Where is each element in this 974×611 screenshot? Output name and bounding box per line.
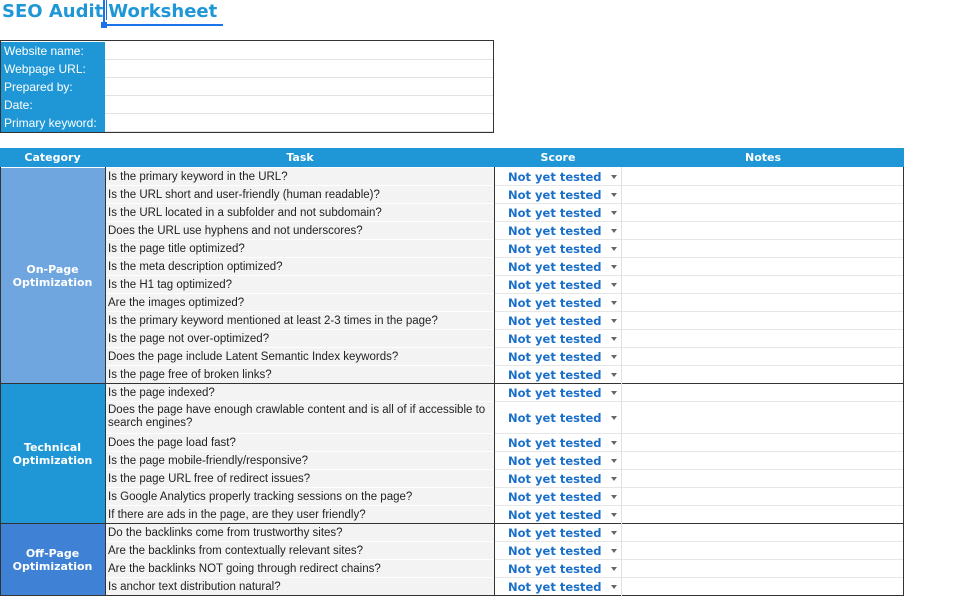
table-row — [106, 452, 904, 470]
info-block — [0, 40, 494, 133]
info-label: Website name: — [1, 42, 105, 60]
category-name-line-1: Technical — [23, 441, 82, 454]
score-dropdown[interactable] — [495, 452, 621, 470]
task-cell[interactable]: Is the page indexed? — [106, 384, 494, 402]
dropdown-arrow-icon[interactable] — [611, 229, 617, 233]
dropdown-arrow-icon[interactable] — [611, 567, 617, 571]
task-cell[interactable]: Is the URL located in a subfolder and not subdomain? — [106, 204, 494, 222]
score-value: Not yet tested — [508, 580, 602, 594]
category-cell[interactable] — [0, 168, 105, 384]
table-row — [106, 524, 904, 542]
category-cell[interactable] — [0, 524, 105, 596]
notes-cell[interactable] — [622, 186, 904, 204]
dropdown-arrow-icon[interactable] — [611, 319, 617, 323]
table-row — [106, 330, 904, 348]
table-row — [106, 560, 904, 578]
notes-cell[interactable] — [622, 240, 904, 258]
score-value: Not yet tested — [508, 296, 602, 310]
title-word-2: Worksheet — [108, 1, 218, 22]
task-cell[interactable]: Does the page have enough crawlable content and is all of if accessible to search engines? — [106, 402, 494, 434]
task-cell[interactable]: Is the page not over-optimized? — [106, 330, 494, 348]
score-dropdown[interactable] — [495, 330, 621, 348]
task-cell[interactable]: Is the URL short and user-friendly (human readable)? — [106, 186, 494, 204]
task-cell[interactable]: Is the page title optimized? — [106, 240, 494, 258]
notes-cell[interactable] — [622, 384, 904, 402]
task-score-divider — [494, 167, 495, 596]
dropdown-arrow-icon[interactable] — [611, 459, 617, 463]
notes-cell[interactable] — [622, 222, 904, 240]
score-notes-divider — [621, 167, 622, 596]
notes-cell[interactable] — [622, 434, 904, 452]
score-value: Not yet tested — [508, 436, 602, 450]
notes-cell[interactable] — [622, 258, 904, 276]
notes-cell[interactable] — [622, 578, 904, 596]
notes-cell[interactable] — [622, 168, 904, 186]
score-value: Not yet tested — [508, 332, 602, 346]
score-dropdown[interactable] — [495, 204, 621, 222]
task-cell[interactable]: Is the meta description optimized? — [106, 258, 494, 276]
table-header — [0, 148, 904, 167]
table-row — [106, 168, 904, 186]
dropdown-arrow-icon[interactable] — [611, 531, 617, 535]
info-label: Prepared by: — [1, 78, 105, 96]
page-title[interactable] — [2, 0, 217, 26]
task-cell[interactable]: If there are ads in the page, are they user friendly? — [106, 506, 494, 524]
score-value: Not yet tested — [508, 314, 602, 328]
section-divider — [0, 595, 904, 596]
score-dropdown[interactable] — [495, 488, 621, 506]
dropdown-arrow-icon[interactable] — [611, 211, 617, 215]
score-value: Not yet tested — [508, 386, 602, 400]
score-dropdown[interactable] — [495, 366, 621, 384]
category-label — [13, 441, 93, 467]
dropdown-arrow-icon[interactable] — [611, 477, 617, 481]
category-name-line-2: Optimization — [12, 454, 93, 467]
score-value: Not yet tested — [508, 411, 602, 425]
primary-keyword-field[interactable] — [105, 114, 493, 132]
score-dropdown[interactable] — [495, 384, 621, 402]
outer-left-border — [0, 167, 1, 596]
table-row — [106, 348, 904, 366]
category-task-divider — [105, 167, 106, 596]
table-row — [106, 204, 904, 222]
category-name-line-2: Optimization — [12, 560, 93, 573]
dropdown-arrow-icon[interactable] — [611, 247, 617, 251]
score-value: Not yet tested — [508, 242, 602, 256]
dropdown-arrow-icon[interactable] — [611, 175, 617, 179]
title-word-1: SEO Audit — [2, 1, 104, 22]
task-cell[interactable]: Does the URL use hyphens and not underscores? — [106, 222, 494, 240]
table-row — [106, 542, 904, 560]
task-cell[interactable]: Are the images optimized? — [106, 294, 494, 312]
score-dropdown[interactable] — [495, 578, 621, 596]
score-dropdown[interactable] — [495, 506, 621, 524]
score-dropdown[interactable] — [495, 258, 621, 276]
task-cell[interactable]: Is Google Analytics properly tracking sessions on the page? — [106, 488, 494, 506]
score-value: Not yet tested — [508, 472, 602, 486]
dropdown-arrow-icon[interactable] — [611, 391, 617, 395]
score-value: Not yet tested — [508, 508, 602, 522]
outer-right-border — [903, 167, 904, 596]
dropdown-arrow-icon[interactable] — [611, 265, 617, 269]
score-dropdown[interactable] — [495, 294, 621, 312]
table-row — [106, 186, 904, 204]
info-row-url — [1, 60, 493, 78]
header-score[interactable]: Score — [540, 151, 576, 164]
dropdown-arrow-icon[interactable] — [611, 441, 617, 445]
info-row-website — [1, 42, 493, 60]
dropdown-arrow-icon[interactable] — [611, 373, 617, 377]
score-dropdown[interactable] — [495, 276, 621, 294]
info-row-prepared — [1, 78, 493, 96]
task-cell[interactable]: Is anchor text distribution natural? — [106, 578, 494, 596]
score-dropdown[interactable] — [495, 312, 621, 330]
table-row — [106, 258, 904, 276]
notes-cell[interactable] — [622, 294, 904, 312]
score-dropdown[interactable] — [495, 168, 621, 186]
webpage-url-field[interactable] — [105, 60, 493, 78]
score-value: Not yet tested — [508, 526, 602, 540]
date-field[interactable] — [105, 96, 493, 114]
score-dropdown[interactable] — [495, 470, 621, 488]
score-value: Not yet tested — [508, 188, 602, 202]
dropdown-arrow-icon[interactable] — [611, 193, 617, 197]
category-name-line-1: Off-Page — [25, 547, 80, 560]
dropdown-arrow-icon[interactable] — [611, 355, 617, 359]
score-value: Not yet tested — [508, 206, 602, 220]
notes-cell[interactable] — [622, 542, 904, 560]
dropdown-arrow-icon[interactable] — [611, 301, 617, 305]
task-cell[interactable]: Does the page load fast? — [106, 434, 494, 452]
table-row — [106, 312, 904, 330]
table-row — [106, 402, 904, 434]
score-value: Not yet tested — [508, 350, 602, 364]
score-value: Not yet tested — [508, 454, 602, 468]
score-value: Not yet tested — [508, 170, 602, 184]
info-label: Date: — [1, 96, 105, 114]
table-row — [106, 470, 904, 488]
table-row — [106, 578, 904, 596]
task-cell[interactable]: Is the page URL free of redirect issues? — [106, 470, 494, 488]
score-dropdown[interactable] — [495, 434, 621, 452]
dropdown-arrow-icon[interactable] — [611, 513, 617, 517]
table-row — [106, 366, 904, 384]
score-dropdown[interactable] — [495, 542, 621, 560]
notes-cell[interactable] — [622, 276, 904, 294]
score-value: Not yet tested — [508, 260, 602, 274]
score-dropdown[interactable] — [495, 348, 621, 366]
category-name-line-2: Optimization — [12, 276, 93, 289]
notes-cell[interactable] — [622, 204, 904, 222]
score-dropdown[interactable] — [495, 240, 621, 258]
table-row — [106, 384, 904, 402]
dropdown-arrow-icon[interactable] — [611, 549, 617, 553]
notes-cell[interactable] — [622, 470, 904, 488]
notes-cell[interactable] — [622, 452, 904, 470]
score-dropdown[interactable] — [495, 222, 621, 240]
header-notes[interactable]: Notes — [744, 151, 782, 164]
notes-cell[interactable] — [622, 560, 904, 578]
prepared-by-field[interactable] — [105, 78, 493, 96]
table-row — [106, 222, 904, 240]
category-label — [13, 263, 93, 289]
score-dropdown[interactable] — [495, 560, 621, 578]
task-cell[interactable]: Is the H1 tag optimized? — [106, 276, 494, 294]
dropdown-arrow-icon[interactable] — [611, 416, 617, 420]
score-dropdown[interactable] — [495, 524, 621, 542]
score-value: Not yet tested — [508, 224, 602, 238]
task-cell[interactable]: Is the page mobile-friendly/responsive? — [106, 452, 494, 470]
notes-cell[interactable] — [622, 330, 904, 348]
info-label: Primary keyword: — [1, 114, 105, 132]
notes-cell[interactable] — [622, 488, 904, 506]
task-cell[interactable]: Is the primary keyword in the URL? — [106, 168, 494, 186]
dropdown-arrow-icon[interactable] — [611, 283, 617, 287]
table-row — [106, 294, 904, 312]
info-row-keyword — [1, 114, 493, 132]
notes-cell[interactable] — [622, 402, 904, 434]
dropdown-arrow-icon[interactable] — [611, 585, 617, 589]
category-cell[interactable] — [0, 384, 105, 524]
table-row — [106, 240, 904, 258]
dropdown-arrow-icon[interactable] — [611, 337, 617, 341]
dropdown-arrow-icon[interactable] — [611, 495, 617, 499]
info-row-date — [1, 96, 493, 114]
score-dropdown[interactable] — [495, 402, 621, 434]
score-dropdown[interactable] — [495, 186, 621, 204]
task-cell[interactable]: Is the primary keyword mentioned at least 2-3 times in the page? — [106, 312, 494, 330]
category-name-line-1: On-Page — [26, 263, 79, 276]
task-cell[interactable]: Is the page free of broken links? — [106, 366, 494, 384]
table-row — [106, 276, 904, 294]
score-value: Not yet tested — [508, 562, 602, 576]
score-value: Not yet tested — [508, 278, 602, 292]
task-cell[interactable]: Does the page include Latent Semantic Index keywords? — [106, 348, 494, 366]
score-value: Not yet tested — [508, 544, 602, 558]
table-row — [106, 506, 904, 524]
score-value: Not yet tested — [508, 490, 602, 504]
notes-cell[interactable] — [622, 366, 904, 384]
notes-cell[interactable] — [622, 348, 904, 366]
notes-cell[interactable] — [622, 524, 904, 542]
task-cell[interactable]: Are the backlinks from contextually relevant sites? — [106, 542, 494, 560]
task-cell[interactable]: Are the backlinks NOT going through redirect chains? — [106, 560, 494, 578]
task-cell[interactable]: Do the backlinks come from trustworthy sites? — [106, 524, 494, 542]
header-category[interactable]: Category — [24, 151, 81, 164]
category-label — [13, 547, 93, 573]
website-name-field[interactable] — [105, 42, 493, 60]
info-label: Webpage URL: — [1, 60, 105, 78]
table-row — [106, 488, 904, 506]
score-value: Not yet tested — [508, 368, 602, 382]
notes-cell[interactable] — [622, 506, 904, 524]
table-row — [106, 434, 904, 452]
notes-cell[interactable] — [622, 312, 904, 330]
header-task[interactable]: Task — [286, 151, 314, 164]
